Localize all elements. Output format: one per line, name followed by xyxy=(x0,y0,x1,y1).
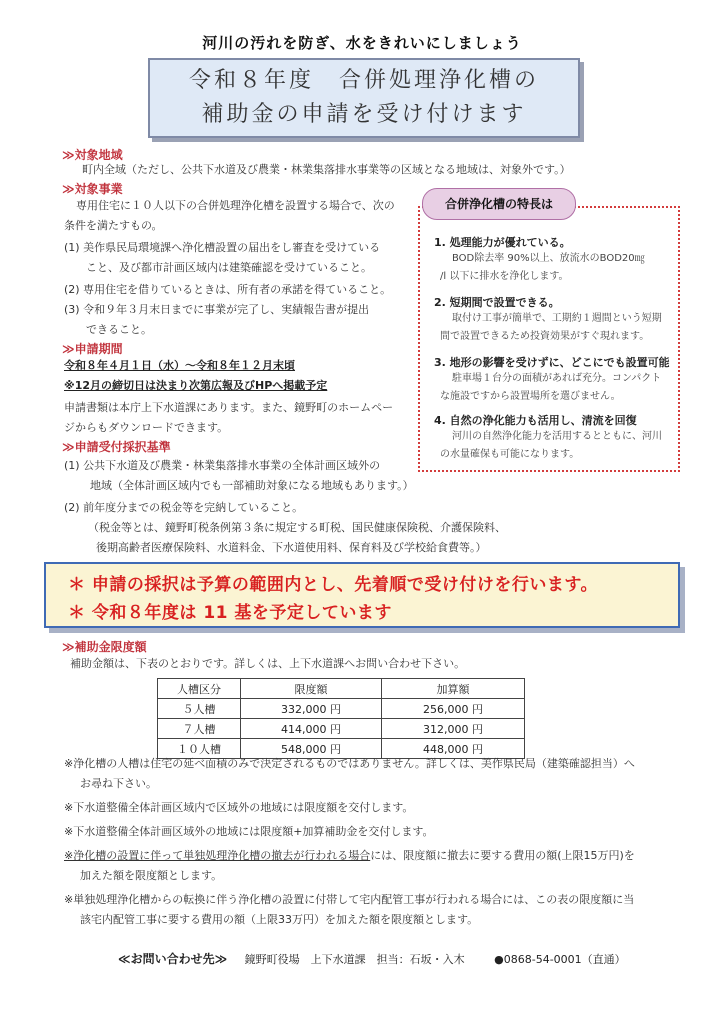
table-cell: ７人槽 xyxy=(158,719,241,739)
limit-table xyxy=(157,678,525,759)
note-5a: ※単独処理浄化槽からの転換に伴う浄化槽の設置に付帯して宅内配管工事が行われる場合には、この表の限度額に当 xyxy=(64,893,635,906)
area-text: 町内全域（ただし、公共下水道及び農業・林業集落排水事業等の区域となる地域は、対象外です。） xyxy=(82,163,571,176)
feature-1-heading: 1. 処理能力が優れている。 xyxy=(434,236,571,249)
table-header: 限度額 xyxy=(241,679,382,699)
criteria-2-note-1: （税金等とは、鏡野町税条例第３条に規定する町税、国民健康保険税、介護保険料、 xyxy=(88,521,506,534)
project-heading: ≫対象事業 xyxy=(62,182,123,196)
feature-3-body-2: な施設ですから設置場所を選びません。 xyxy=(440,391,621,402)
criteria-1b: 地域（全体計画区域内でも一部補助対象になる地域もあります。） xyxy=(90,479,414,492)
feature-4-body-2: の水量確保も可能になります。 xyxy=(440,449,580,460)
table-header: 加算額 xyxy=(382,679,525,699)
feature-1-body-2: /l 以下に排水を浄化します。 xyxy=(440,271,569,282)
project-condition-1b: こと、及び都市計画区域内は建築確認を受けていること。 xyxy=(86,261,372,274)
table-cell: 548,000 円 xyxy=(241,739,382,759)
period-docs-1: 申請書類は本庁上下水道課にあります。また、鏡野町のホームペー xyxy=(64,401,394,414)
criteria-1a: (1) 公共下水道及び農業・林業集落排水事業の全体計画区域外の xyxy=(64,459,381,472)
period-dates: 令和８年４月１日（水）～令和８年１２月末頃 xyxy=(64,359,295,372)
table-cell: 414,000 円 xyxy=(241,719,382,739)
feature-3-heading: 3. 地形の影響を受けずに、どこにでも設置可能 xyxy=(434,356,670,369)
project-condition-3a: (3) 令和９年３月末日までに事業が完了し、実績報告書が提出 xyxy=(64,303,370,316)
table-cell: １０人槽 xyxy=(158,739,241,759)
table-row xyxy=(158,699,525,719)
criteria-2-note-2: 後期高齢者医療保険料、水道料金、下水道使用料、保育料及び学校給食費等。） xyxy=(96,541,487,554)
table-cell: 332,000 円 xyxy=(241,699,382,719)
contact xyxy=(118,950,626,967)
feature-2-body-1: 取付け工事が簡単で、工期約１週間という短期 xyxy=(452,313,662,324)
features-badge: 合併浄化槽の特長は xyxy=(422,188,576,220)
feature-2-body-2: 間で設置できるため投資効果がすぐ現れます。 xyxy=(440,331,650,342)
note-2: ※下水道整備全体計画区域内で区域外の地域には限度額を交付します。 xyxy=(64,801,414,814)
note-4b: 加えた額を限度額とします。 xyxy=(80,869,223,882)
alert-box xyxy=(44,562,680,628)
slogan: 河川の汚れを防ぎ、水をきれいにしましょう xyxy=(202,34,522,52)
note-4a-rest: には、限度額に撤去に要する費用の額(上限15万円)を xyxy=(370,849,635,862)
table-header-row xyxy=(158,679,525,699)
note-4a xyxy=(64,846,635,866)
project-condition-3b: できること。 xyxy=(86,323,152,336)
feature-3-body-1: 駐車場１台分の面積があれば充分。コンパクト xyxy=(452,373,662,384)
area-heading: ≫対象地域 xyxy=(62,148,123,162)
title-line-2: 補助金の申請を受け付けます xyxy=(201,102,527,127)
table-cell: 312,000 円 xyxy=(382,719,525,739)
note-4a-underlined: ※浄化槽の設置に伴って単独処理浄化槽の撤去が行われる場合 xyxy=(64,849,371,862)
project-intro-1: 専用住宅に１０人以下の合併処理浄化槽を設置する場合で、次の xyxy=(76,199,395,212)
period-heading: ≫申請期間 xyxy=(62,342,123,356)
period-note: ※12月の締切日は決まり次第広報及びHPへ掲載予定 xyxy=(64,379,328,392)
table-cell: 448,000 円 xyxy=(382,739,525,759)
note-3: ※下水道整備全体計画区域外の地域には限度額+加算補助金を交付します。 xyxy=(64,825,434,838)
criteria-heading: ≫申請受付採択基準 xyxy=(62,440,171,454)
limit-intro: 補助金額は、下表のとおりです。詳しくは、上下水道課へお問い合わせ下さい。 xyxy=(70,657,466,670)
note-1b: お尋ね下さい。 xyxy=(80,777,157,790)
alert-line-2: ＊ 令和８年度は 11 基を予定しています xyxy=(68,603,392,623)
project-condition-2: (2) 専用住宅を借りているときは、所有者の承諾を得ていること。 xyxy=(64,283,392,296)
alert-line-1: ＊ 申請の採択は予算の範囲内とし、先着順で受け付けを行います。 xyxy=(68,575,599,595)
title-line-1: 令和８年度 合併処理浄化槽の xyxy=(188,68,539,93)
feature-4-heading: 4. 自然の浄化能力も活用し、清流を回復 xyxy=(434,414,637,427)
table-row xyxy=(158,719,525,739)
table-cell: 256,000 円 xyxy=(382,699,525,719)
period-docs-2: ジからもダウンロードできます。 xyxy=(64,421,229,434)
contact-office: 鏡野町役場 上下水道課 担当：石坂・入木 xyxy=(244,953,465,966)
project-condition-1a: (1) 美作県民局環境課へ浄化槽設置の届出をし審査を受けている xyxy=(64,241,381,254)
title-box xyxy=(148,58,580,138)
note-1a: ※浄化槽の人槽は住宅の延べ面積のみで決定されるものではありません。詳しくは、美作県民局（建築確認担当）へ xyxy=(64,757,635,770)
note-5b: 該宅内配管工事に要する費用の額（上限33万円）を加えた額を限度額とします。 xyxy=(80,913,479,926)
limit-heading: ≫補助金限度額 xyxy=(62,640,147,654)
table-header: 人槽区分 xyxy=(158,679,241,699)
feature-2-heading: 2. 短期間で設置できる。 xyxy=(434,296,560,309)
contact-phone: ●0868-54-0001（直通） xyxy=(494,953,626,966)
project-intro-2: 条件を満たすもの。 xyxy=(64,219,163,232)
contact-label: ≪お問い合わせ先≫ xyxy=(118,952,228,966)
criteria-2: (2) 前年度分までの税金等を完納していること。 xyxy=(64,501,304,514)
feature-4-body-1: 河川の自然浄化能力を活用するとともに、河川 xyxy=(452,431,662,442)
feature-1-body-1: BOD除去率 90%以上、放流水のBOD20㎎ xyxy=(452,253,645,264)
table-cell: ５人槽 xyxy=(158,699,241,719)
